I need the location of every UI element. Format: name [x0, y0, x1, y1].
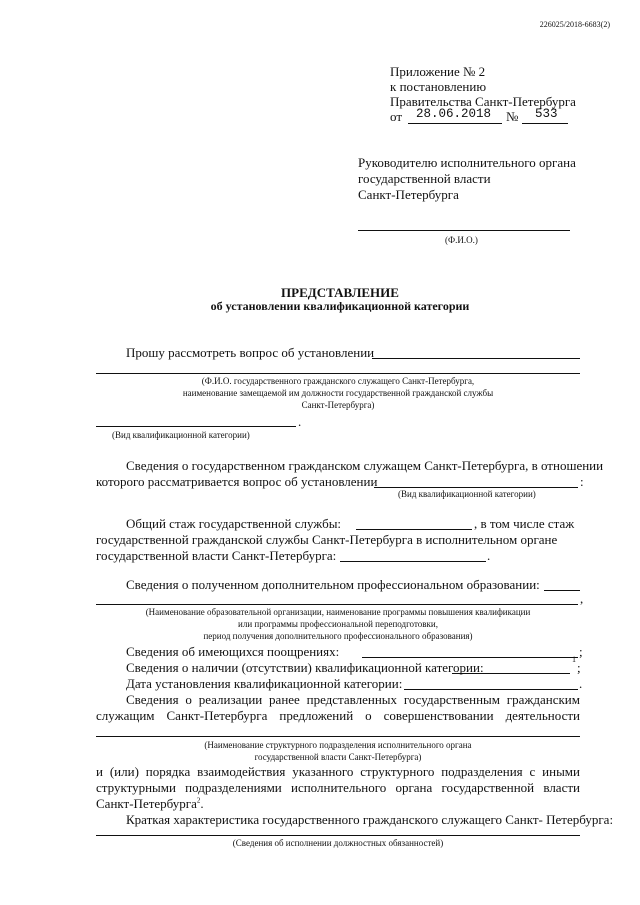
- addressee-line3: Санкт-Петербурга: [358, 187, 459, 202]
- info-line1: Сведения о государственном гражданском служащем Санкт-Петербурга, в отношении: [126, 458, 604, 473]
- category-presence-line: [452, 673, 570, 674]
- experience-line2: государственной гражданской службы Санкт-Петербурга в исполнительном органе: [96, 532, 558, 547]
- education-caption3: период получения дополнительного профессионального образования): [203, 631, 473, 641]
- awards-text: Сведения об имеющихся поощрениях:: [126, 644, 340, 659]
- appendix-line1: Приложение № 2: [390, 64, 486, 79]
- addressee-line2: государственной власти: [358, 171, 491, 186]
- addressee-line1: Руководителю исполнительного органа: [358, 155, 576, 170]
- category-dot: .: [298, 414, 302, 429]
- category-date-end: .: [579, 676, 583, 691]
- request-text: Прошу рассмотреть вопрос об установлении: [126, 345, 375, 360]
- awards-end: ;: [579, 644, 583, 659]
- characteristic-text: Краткая характеристика государственного гражданского служащего Санкт- Петербурга:: [126, 812, 614, 827]
- appendix-line2: к постановлению: [390, 79, 487, 94]
- experience-label2: , в том числе стаж: [474, 516, 575, 531]
- characteristic-caption: (Сведения об исполнении должностных обязанностей): [232, 838, 444, 848]
- info-caption: (Вид квалификационной категории): [398, 489, 536, 499]
- experience-total-line: [356, 529, 472, 530]
- appendix-num: 533: [535, 107, 558, 121]
- experience-end: .: [487, 548, 491, 563]
- proposals-caption1: (Наименование структурного подразделения исполнительного органа: [204, 740, 472, 750]
- proposals-line1: Сведения о реализации ранее представленных государственным гражданским: [126, 692, 580, 707]
- category-line: [96, 426, 296, 427]
- request-caption2: наименование замещаемой им должности государственной гражданской службы: [182, 388, 494, 398]
- characteristic-line: [96, 835, 580, 836]
- document-title: ПРЕДСТАВЛЕНИЕ: [281, 285, 399, 300]
- education-line2: [96, 604, 578, 605]
- education-caption2: или программы профессиональной переподготовки,: [238, 619, 438, 629]
- awards-line: [362, 657, 578, 658]
- education-line1: [544, 590, 580, 591]
- request-line1: [372, 358, 580, 359]
- education-comma: ,: [580, 591, 584, 606]
- category-date-text: Дата установления квалификационной категории:: [126, 676, 403, 691]
- proposals-line4: структурными подразделениями исполнительного органа государственной власти: [96, 780, 580, 795]
- document-subtitle: об установлении квалификационной категории: [210, 299, 470, 313]
- experience-spb-line: [340, 561, 486, 562]
- category-presence-end: ;: [577, 660, 581, 675]
- proposals-line5-end: .: [200, 796, 204, 811]
- footnote-1: 1: [572, 655, 576, 664]
- proposals-line: [96, 736, 580, 737]
- request-caption3: Санкт-Петербурга): [301, 400, 375, 410]
- appendix-num-label: №: [506, 109, 519, 124]
- request-line2: [96, 373, 580, 374]
- appendix-line3: Правительства Санкт-Петербурга: [390, 94, 576, 109]
- category-presence-text: Сведения о наличии (отсутствии) квалификационной категории:: [126, 660, 484, 675]
- info-line: [374, 487, 578, 488]
- education-text: Сведения о полученном дополнительном профессиональном образовании:: [126, 577, 540, 592]
- category-caption: (Вид квалификационной категории): [112, 430, 250, 440]
- proposals-caption2: государственной власти Санкт-Петербурга): [254, 752, 422, 762]
- category-date-line: [404, 689, 578, 690]
- footnote-2: 2: [196, 796, 201, 805]
- info-colon: :: [580, 474, 584, 489]
- proposals-line5: [96, 796, 204, 812]
- fio-caption: (Ф.И.О.): [445, 235, 478, 245]
- num-underline: [522, 123, 568, 124]
- appendix-from-label: от: [390, 109, 403, 124]
- document-id: 226025/2018-6683(2): [539, 20, 610, 29]
- date-underline: [408, 123, 502, 124]
- info-line2: которого рассматривается вопрос об установлении: [96, 474, 378, 489]
- experience-line3: государственной власти Санкт-Петербурга:: [96, 548, 337, 563]
- request-caption1: (Ф.И.О. государственного гражданского служащего Санкт-Петербурга,: [201, 376, 475, 386]
- proposals-line3: и (или) порядка взаимодействия указанного структурного подразделения с иными: [96, 764, 580, 779]
- appendix-date: 28.06.2018: [416, 107, 492, 121]
- proposals-line2: служащим Санкт-Петербурга предложений о совершенствовании деятельности: [96, 708, 580, 723]
- experience-label: Общий стаж государственной службы:: [126, 516, 342, 531]
- proposals-line5-text: Санкт-Петербурга: [96, 796, 197, 811]
- fio-line: [358, 230, 570, 231]
- education-caption1: (Наименование образовательной организации, наименование программы повышения квалификации: [145, 607, 531, 617]
